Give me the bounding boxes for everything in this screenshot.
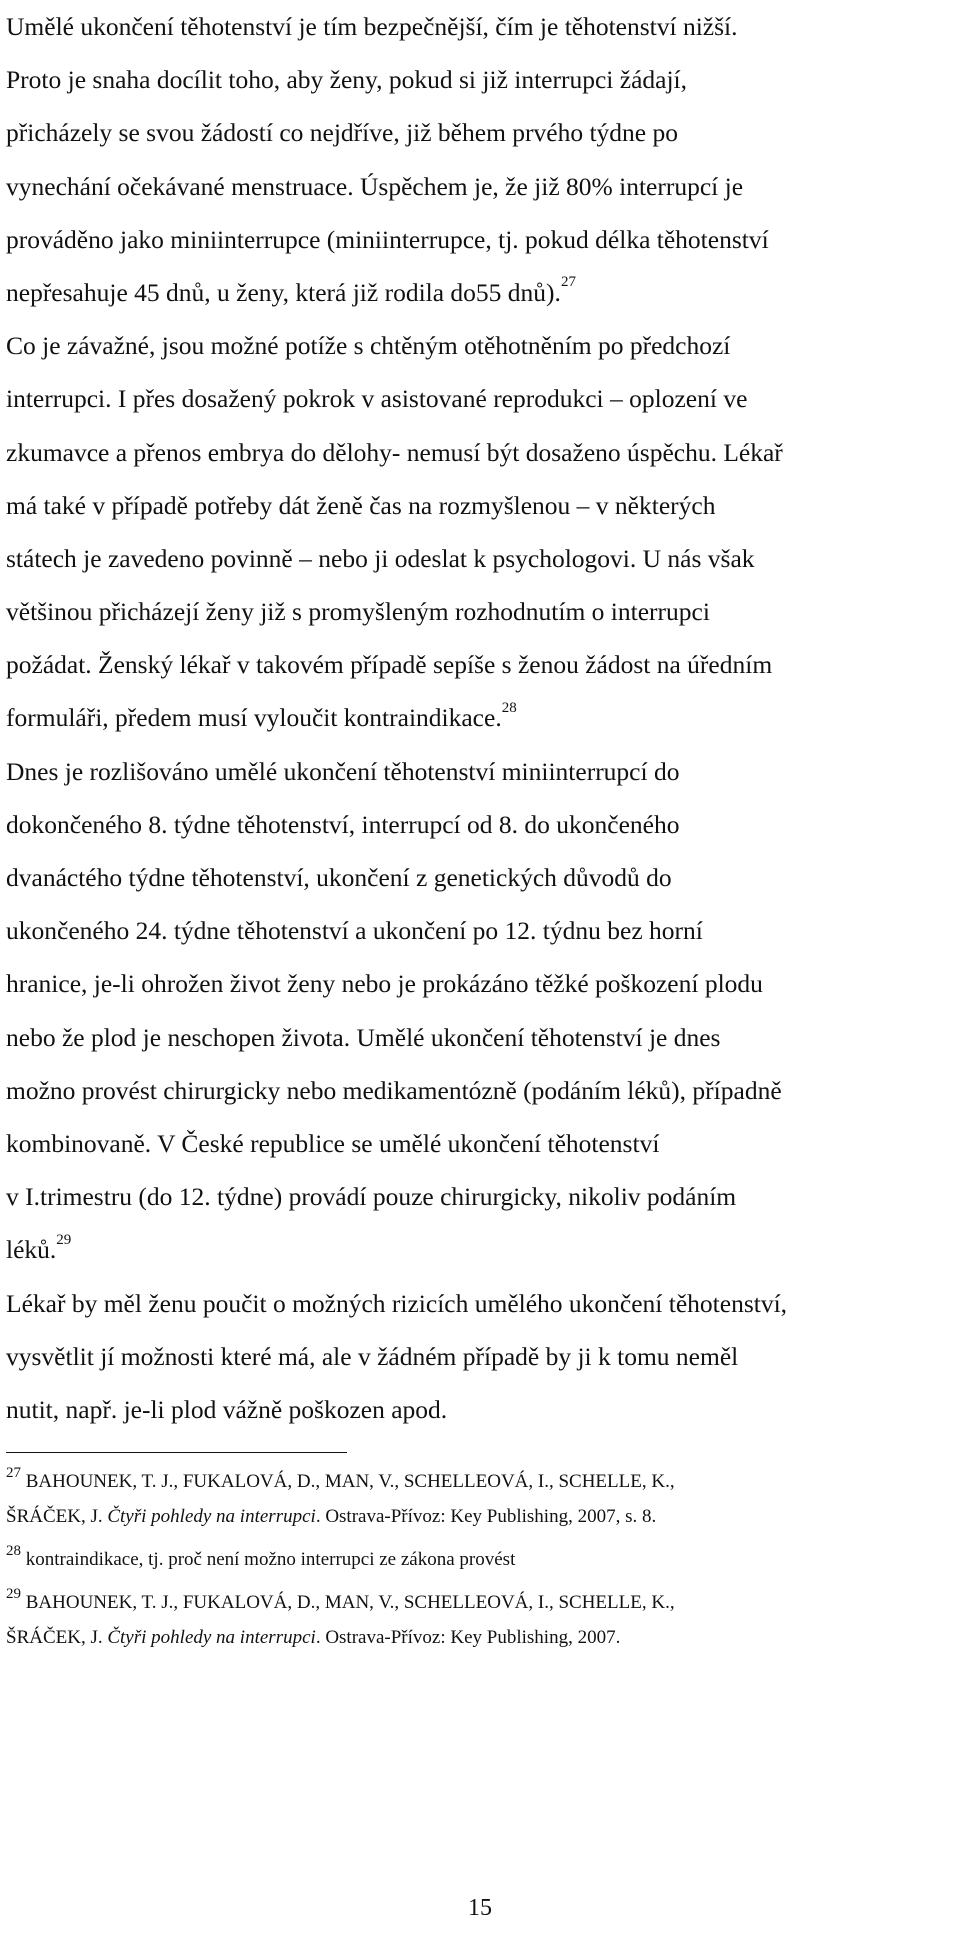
footnote-publisher: . Ostrava-Přívoz: Key Publishing, 2007. <box>315 1627 621 1648</box>
text-line: vysvětlit jí možnosti které má, ale v žádném případě by ji k tomu neměl <box>6 1341 739 1371</box>
footnote-author: ŠRÁČEK, J. <box>6 1627 108 1648</box>
footnote-number: 29 <box>6 1585 21 1602</box>
footnote-line <box>6 1585 958 1620</box>
text-line: nutit, např. je-li plod vážně poškozen apod. <box>6 1394 448 1424</box>
text-line: Umělé ukončení těhotenství je tím bezpečnější, čím je těhotenství nižší. <box>6 12 738 41</box>
text-line: dokončeného 8. týdne těhotenství, interrupcí od 8. do ukončeného <box>6 809 680 839</box>
footnote-28 <box>6 1542 958 1577</box>
text-line: kombinovaně. V České republice se umělé ukončení těhotenství <box>6 1128 660 1158</box>
footnote-line <box>6 1464 958 1499</box>
text-line: hranice, je-li ohrožen život ženy nebo je prokázáno těžké poškození plodu <box>6 969 763 999</box>
footnote-29 <box>6 1585 958 1655</box>
text-line: Dnes je rozlišováno umělé ukončení těhotenství miniinterrupcí do <box>6 756 680 786</box>
footnote-line <box>6 1620 958 1655</box>
text-line: dvanáctého týdne těhotenství, ukončení z genetických důvodů do <box>6 863 672 892</box>
footnote-ref-29[interactable]: 29 <box>56 1231 72 1248</box>
text-segment: léků. <box>6 1235 57 1265</box>
footnote-text: BAHOUNEK, T. J., FUKALOVÁ, D., MAN, V., SCHELLEOVÁ, I., SCHELLE, K., <box>25 1471 675 1492</box>
footnote-number: 28 <box>6 1542 21 1559</box>
footnote-separator <box>6 1452 347 1453</box>
footnote-book-title: Čtyři pohledy na interrupci <box>107 1627 316 1648</box>
body-text <box>6 0 958 1436</box>
footnote-text: kontraindikace, tj. proč není možno interrupci ze zákona provést <box>25 1549 516 1570</box>
text-line: prováděno jako miniinterrupce (miniinterrupce, tj. pokud délka těhotenství <box>6 224 769 254</box>
footnote-text: BAHOUNEK, T. J., FUKALOVÁ, D., MAN, V., SCHELLEOVÁ, I., SCHELLE, K., <box>25 1592 675 1613</box>
text-line: většinou přicházejí ženy již s promyšleným rozhodnutím o interrupci <box>6 597 710 627</box>
footnote-publisher: . Ostrava-Přívoz: Key Publishing, 2007, s. 8. <box>315 1506 657 1527</box>
text-line-with-ref <box>6 691 958 744</box>
text-segment: nepřesahuje 45 dnů, u ženy, která již rodila do55 dnů). <box>6 277 561 307</box>
text-line: interrupci. I přes dosažený pokrok v asistované reprodukci – oplození ve <box>6 384 748 414</box>
footnote-ref-27[interactable]: 27 <box>560 274 576 291</box>
footnotes <box>6 1464 958 1655</box>
text-segment: formuláři, předem musí vyloučit kontraindikace. <box>6 703 502 733</box>
footnote-line <box>6 1499 958 1534</box>
text-line: přicházely se svou žádostí co nejdříve, již během prvého týdne po <box>6 118 678 148</box>
text-line: nebo že plod je neschopen života. Umělé ukončení těhotenství je dnes <box>6 1022 721 1052</box>
text-line: Lékař by měl ženu poučit o možných rizicích umělého ukončení těhotenství, <box>6 1288 788 1318</box>
footnote-author: ŠRÁČEK, J. <box>6 1506 108 1527</box>
text-line-with-ref <box>6 266 958 319</box>
text-line: Co je závažné, jsou možné potíže s chtěným otěhotněním po předchozí <box>6 331 731 361</box>
footnote-ref-28[interactable]: 28 <box>501 699 517 716</box>
footnote-27 <box>6 1464 958 1534</box>
text-line: Proto je snaha docílit toho, aby ženy, pokud si již interrupci žádají, <box>6 65 688 95</box>
text-line: v I.trimestru (do 12. týdne) provádí pouze chirurgicky, nikoliv podáním <box>6 1182 737 1212</box>
text-line: požádat. Ženský lékař v takovém případě sepíše s ženou žádost na úředním <box>6 650 773 680</box>
footnote-book-title: Čtyři pohledy na interrupci <box>107 1506 316 1527</box>
footnote-number: 27 <box>6 1464 21 1481</box>
text-line-with-ref <box>6 1223 958 1276</box>
text-line: má také v případě potřeby dát ženě čas na rozmyšlenou – v některých <box>6 490 716 520</box>
text-line: zkumavce a přenos embrya do dělohy- nemusí být dosaženo úspěchu. Lékař <box>6 437 783 467</box>
text-line: vynechání očekávané menstruace. Úspěchem je, že již 80% interrupcí je <box>6 171 744 201</box>
text-line: možno provést chirurgicky nebo medikamentózně (podáním léků), případně <box>6 1075 782 1105</box>
page-number: 15 <box>468 1895 492 1921</box>
footnote-line <box>6 1542 958 1577</box>
text-line: státech je zavedeno povinně – nebo ji odeslat k psychologovi. U nás však <box>6 543 755 573</box>
text-line: ukončeného 24. týdne těhotenství a ukončení po 12. týdnu bez horní <box>6 916 703 946</box>
